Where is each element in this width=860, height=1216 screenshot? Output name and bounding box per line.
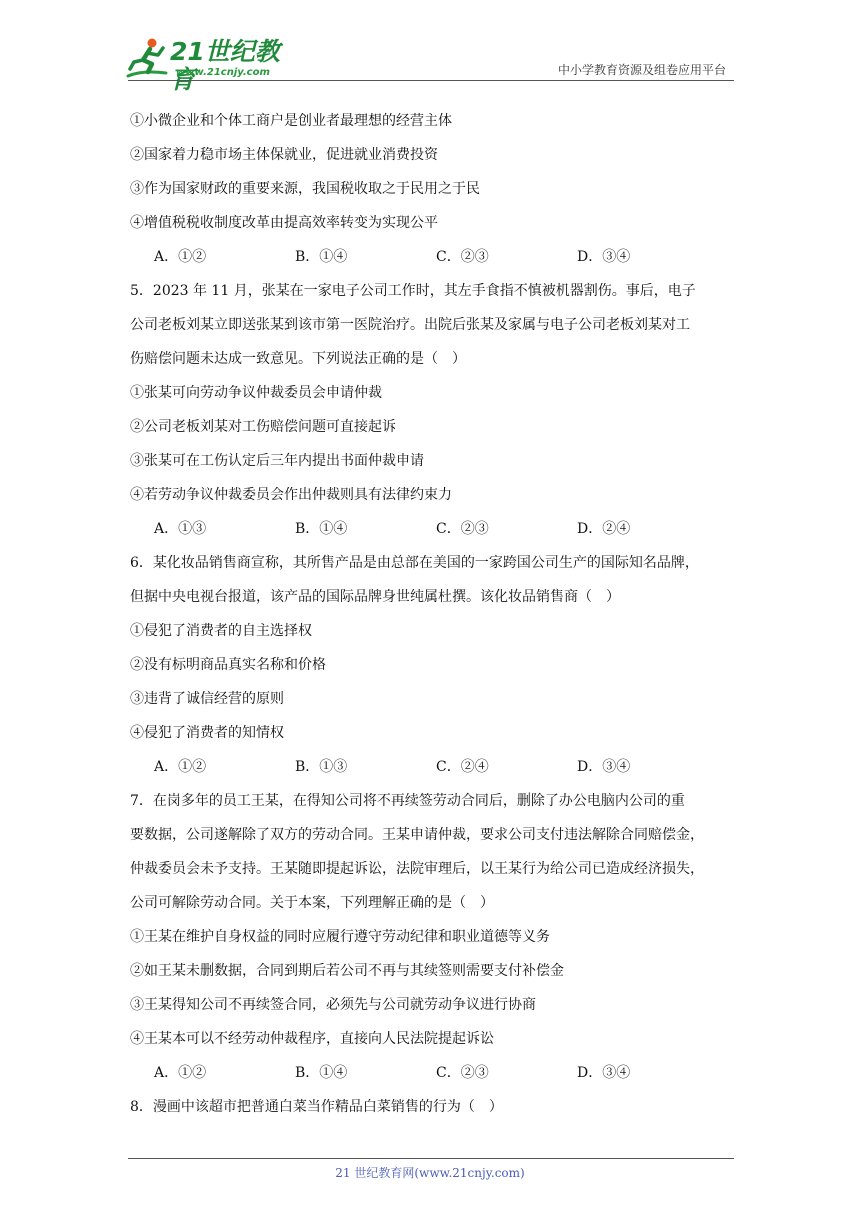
statement-item: ②如王某未删数据，合同到期后若公司不再与其续签则需要支付补偿金 — [130, 963, 564, 979]
option-b[interactable]: B．①④ — [295, 1065, 348, 1081]
option-b[interactable]: B．①③ — [295, 759, 348, 775]
statement-item: ③违背了诚信经营的原则 — [130, 691, 284, 707]
answer-options — [130, 512, 734, 546]
statement-item: ③王某得知公司不再续签合同，必须先与公司就劳动争议进行协商 — [130, 997, 536, 1013]
logo-text: 21世纪教育 — [170, 37, 280, 94]
question-6-stem: 但据中央电视台报道，该产品的国际品牌身世纯属杜撰。该化妆品销售商（ ） — [130, 589, 620, 605]
option-a[interactable]: A．①② — [154, 249, 207, 265]
question-5-stem: 伤赔偿问题未达成一致意见。下列说法正确的是（ ） — [130, 351, 466, 367]
runner-logo-icon — [122, 36, 172, 82]
page-footer[interactable]: 21 世纪教育网(www.21cnjy.com) — [335, 1166, 525, 1180]
footer-divider — [128, 1158, 734, 1159]
statement-item: ③张某可在工伤认定后三年内提出书面仲裁申请 — [130, 453, 424, 469]
option-b[interactable]: B．①④ — [295, 249, 348, 265]
option-a[interactable]: A．①② — [154, 1065, 207, 1081]
platform-name: 中小学教育资源及组卷应用平台 — [557, 63, 726, 77]
statement-item: ②没有标明商品真实名称和价格 — [130, 657, 326, 673]
statement-item: ④若劳动争议仲裁委员会作出仲裁则具有法律约束力 — [130, 487, 452, 503]
question-7-stem: 7．在岗多年的员工王某，在得知公司将不再续签劳动合同后，删除了办公电脑内公司的重 — [130, 793, 685, 809]
statement-item: ①张某可向劳动争议仲裁委员会申请仲裁 — [130, 385, 382, 401]
option-d[interactable]: D．②④ — [577, 521, 631, 537]
statement-item: ②公司老板刘某对工伤赔偿问题可直接起诉 — [130, 419, 396, 435]
question-6-stem: 6．某化妆品销售商宣称，其所售产品是由总部在美国的一家跨国公司生产的国际知名品牌， — [130, 555, 699, 571]
page-header — [0, 0, 860, 94]
statement-item: ④侵犯了消费者的知情权 — [130, 725, 284, 741]
question-7-stem: 仲裁委员会未予支持。王某随即提起诉讼，法院审理后，以王某行为给公司已造成经济损失， — [130, 861, 704, 877]
statement-item: ②国家着力稳市场主体保就业，促进就业消费投资 — [130, 147, 438, 163]
option-c[interactable]: C．②③ — [436, 249, 489, 265]
question-5-stem: 公司老板刘某立即送张某到该市第一医院治疗。出院后张某及家属与电子公司老板刘某对工 — [130, 317, 690, 333]
statement-item: ④王某本可以不经劳动仲裁程序，直接向人民法院提起诉讼 — [130, 1031, 494, 1047]
logo-url: www.21cnjy.com — [176, 67, 270, 78]
question-7-stem: 公司可解除劳动合同。关于本案，下列理解正确的是（ ） — [130, 895, 494, 911]
statement-item: ①侵犯了消费者的自主选择权 — [130, 623, 312, 639]
question-content — [130, 104, 734, 1124]
statement-item: ①王某在维护自身权益的同时应履行遵守劳动纪律和职业道德等义务 — [130, 929, 550, 945]
option-c[interactable]: C．②③ — [436, 1065, 489, 1081]
option-d[interactable]: D．③④ — [577, 759, 631, 775]
option-c[interactable]: C．②④ — [436, 759, 489, 775]
answer-options — [130, 240, 734, 274]
header-divider — [128, 80, 734, 81]
statement-item: ①小微企业和个体工商户是创业者最理想的经营主体 — [130, 113, 452, 129]
option-d[interactable]: D．③④ — [577, 249, 631, 265]
option-a[interactable]: A．①③ — [154, 521, 207, 537]
answer-options — [130, 1056, 734, 1090]
question-8-stem: 8．漫画中该超市把普通白菜当作精品白菜销售的行为（ ） — [130, 1099, 503, 1115]
statement-item: ③作为国家财政的重要来源，我国税收取之于民用之于民 — [130, 181, 480, 197]
question-7-stem: 要数据，公司遂解除了双方的劳动合同。王某申请仲裁，要求公司支付违法解除合同赔偿金， — [130, 827, 704, 843]
answer-options — [130, 750, 734, 784]
option-a[interactable]: A．①② — [154, 759, 207, 775]
question-5-stem: 5．2023 年 11 月，张某在一家电子公司工作时，其左手食指不慎被机器割伤。事后，电子 — [130, 283, 696, 299]
option-b[interactable]: B．①④ — [295, 521, 348, 537]
site-logo[interactable] — [122, 36, 302, 94]
statement-item: ④增值税税收制度改革由提高效率转变为实现公平 — [130, 215, 438, 231]
option-d[interactable]: D．③④ — [577, 1065, 631, 1081]
option-c[interactable]: C．②③ — [436, 521, 489, 537]
